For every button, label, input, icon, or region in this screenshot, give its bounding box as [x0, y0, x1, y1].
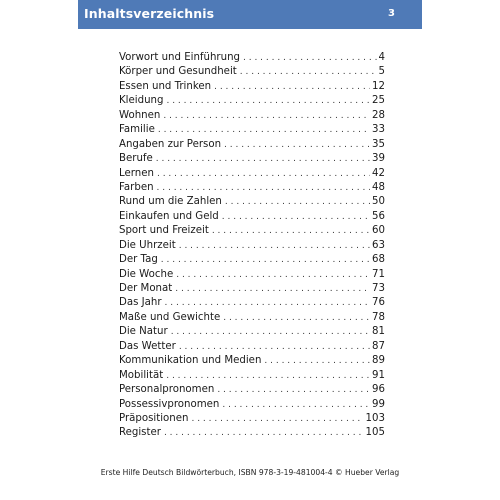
toc-leader-dots — [175, 282, 370, 296]
toc-entry-title: Essen und Trinken — [119, 80, 212, 92]
toc-entry[interactable] — [119, 253, 385, 267]
toc-leader-dots — [179, 239, 370, 253]
toc-entry[interactable] — [119, 65, 385, 79]
toc-entry[interactable] — [119, 369, 385, 383]
toc-leader-dots — [166, 369, 370, 383]
toc-entry-page: 39 — [372, 153, 385, 165]
toc-entry-title: Der Tag — [119, 254, 158, 266]
toc-entry[interactable] — [119, 167, 385, 181]
toc-entry[interactable] — [119, 268, 385, 282]
toc-leader-dots — [164, 426, 364, 440]
toc-entry-page: 81 — [372, 326, 385, 338]
toc-entry-title: Angaben zur Person — [119, 138, 222, 150]
toc-entry-page: 60 — [372, 225, 385, 237]
toc-entry-page: 103 — [365, 412, 385, 424]
toc-entry-title: Sport und Freizeit — [119, 225, 209, 237]
toc-entry[interactable] — [119, 383, 385, 397]
toc-entry-title: Wohnen — [119, 109, 161, 121]
toc-entry[interactable] — [119, 94, 385, 108]
toc-entry-title: Kleidung — [119, 95, 164, 107]
toc-entry-title: Die Woche — [119, 268, 174, 280]
toc-entry-page: 73 — [372, 283, 385, 294]
toc-entry-page: 35 — [372, 138, 385, 150]
toc-leader-dots — [212, 224, 370, 238]
toc-entry-title: Vorwort und Einführung — [119, 52, 240, 63]
toc-entry[interactable] — [119, 296, 385, 310]
toc-leader-dots — [165, 296, 371, 310]
toc-entry-title: Farben — [119, 181, 154, 193]
toc-entry-page: 78 — [372, 311, 385, 323]
toc-entry[interactable] — [119, 210, 385, 224]
toc-entry-title: Rund um die Zahlen — [119, 196, 222, 208]
toc-entry-page: 87 — [372, 340, 385, 352]
toc-entry-page: 71 — [372, 268, 385, 280]
toc-entry-page: 48 — [372, 181, 385, 193]
toc-entry-title: Das Jahr — [119, 297, 162, 309]
toc-entry-page: 99 — [372, 398, 385, 410]
toc-entry-page: 105 — [365, 427, 385, 439]
toc-entry-page: 42 — [372, 167, 385, 179]
toc-leader-dots — [163, 109, 370, 123]
toc-leader-dots — [225, 195, 370, 209]
toc-entry-title: Familie — [119, 124, 155, 136]
toc-leader-dots — [176, 268, 370, 282]
toc-leader-dots — [222, 210, 370, 224]
toc-entry[interactable] — [119, 354, 385, 368]
chapter-header — [78, 0, 422, 29]
toc-entry-title: Einkaufen und Geld — [119, 210, 219, 222]
toc-leader-dots — [157, 167, 370, 181]
toc-entry[interactable] — [119, 80, 385, 94]
toc-entry[interactable] — [119, 398, 385, 412]
toc-entry[interactable] — [119, 282, 385, 296]
toc-entry-page: 89 — [372, 355, 385, 367]
toc-entry-page: 12 — [372, 80, 385, 92]
toc-entry-page: 56 — [372, 210, 385, 222]
toc-entry-page: 5 — [378, 66, 385, 78]
toc-entry[interactable] — [119, 426, 385, 440]
toc-entry-page: 4 — [378, 52, 385, 63]
toc-leader-dots — [243, 51, 377, 65]
toc-leader-dots — [223, 311, 370, 325]
toc-entry[interactable] — [119, 239, 385, 253]
toc-entry[interactable] — [119, 109, 385, 123]
toc-entry-title: Register — [119, 427, 161, 439]
toc-entry[interactable] — [119, 181, 385, 195]
toc-entry[interactable] — [119, 195, 385, 209]
toc-leader-dots — [222, 398, 370, 412]
toc-entry[interactable] — [119, 340, 385, 354]
toc-leader-dots — [224, 138, 370, 152]
toc-entry-title: Kommunikation und Medien — [119, 355, 262, 367]
toc-entry-title: Lernen — [119, 167, 154, 179]
toc-leader-dots — [171, 325, 370, 339]
toc-entry[interactable] — [119, 311, 385, 325]
toc-entry[interactable] — [119, 224, 385, 238]
toc-entry[interactable] — [119, 412, 385, 426]
page-number: 3 — [388, 8, 395, 19]
toc-entry-page: 63 — [372, 239, 385, 251]
toc-entry-title: Berufe — [119, 153, 153, 165]
toc-leader-dots — [191, 412, 363, 426]
toc-entry[interactable] — [119, 138, 385, 152]
toc-entry-page: 68 — [372, 254, 385, 266]
toc-leader-dots — [156, 152, 370, 166]
toc-leader-dots — [158, 123, 370, 137]
toc-leader-dots — [240, 65, 377, 79]
toc-entry[interactable] — [119, 152, 385, 166]
toc-entry-title: Körper und Gesundheit — [119, 66, 237, 78]
toc-entry-title: Die Natur — [119, 326, 168, 338]
toc-entry-title: Präpositionen — [119, 412, 189, 424]
toc-entry[interactable] — [119, 123, 385, 137]
toc-entry-title: Das Wetter — [119, 340, 176, 352]
toc-leader-dots — [157, 181, 370, 195]
table-of-contents — [119, 51, 385, 441]
toc-entry-page: 25 — [372, 95, 385, 107]
toc-leader-dots — [179, 340, 370, 354]
toc-entry[interactable] — [119, 325, 385, 339]
toc-leader-dots — [161, 253, 370, 267]
page-title: Inhaltsverzeichnis — [84, 6, 215, 21]
toc-entry-page: 96 — [372, 384, 385, 396]
footer-copyright: Erste Hilfe Deutsch Bildwörterbuch, ISBN 978-3-19-481004-4 © Hueber Verlag — [100, 468, 400, 477]
toc-leader-dots — [264, 354, 370, 368]
toc-leader-dots — [214, 80, 370, 94]
toc-entry-page: 50 — [372, 196, 385, 208]
toc-entry-title: Possessivpronomen — [119, 398, 220, 410]
toc-entry[interactable] — [119, 51, 385, 65]
toc-entry-page: 28 — [372, 109, 385, 121]
toc-leader-dots — [217, 383, 370, 397]
toc-entry-title: Personalpronomen — [119, 384, 215, 396]
toc-entry-title: Mobilität — [119, 369, 164, 381]
toc-entry-title: Die Uhrzeit — [119, 239, 176, 251]
toc-entry-title: Der Monat — [119, 283, 173, 294]
toc-entry-page: 76 — [372, 297, 385, 309]
toc-leader-dots — [166, 94, 370, 108]
toc-entry-page: 91 — [372, 369, 385, 381]
toc-entry-page: 33 — [372, 124, 385, 136]
toc-entry-title: Maße und Gewichte — [119, 311, 221, 323]
